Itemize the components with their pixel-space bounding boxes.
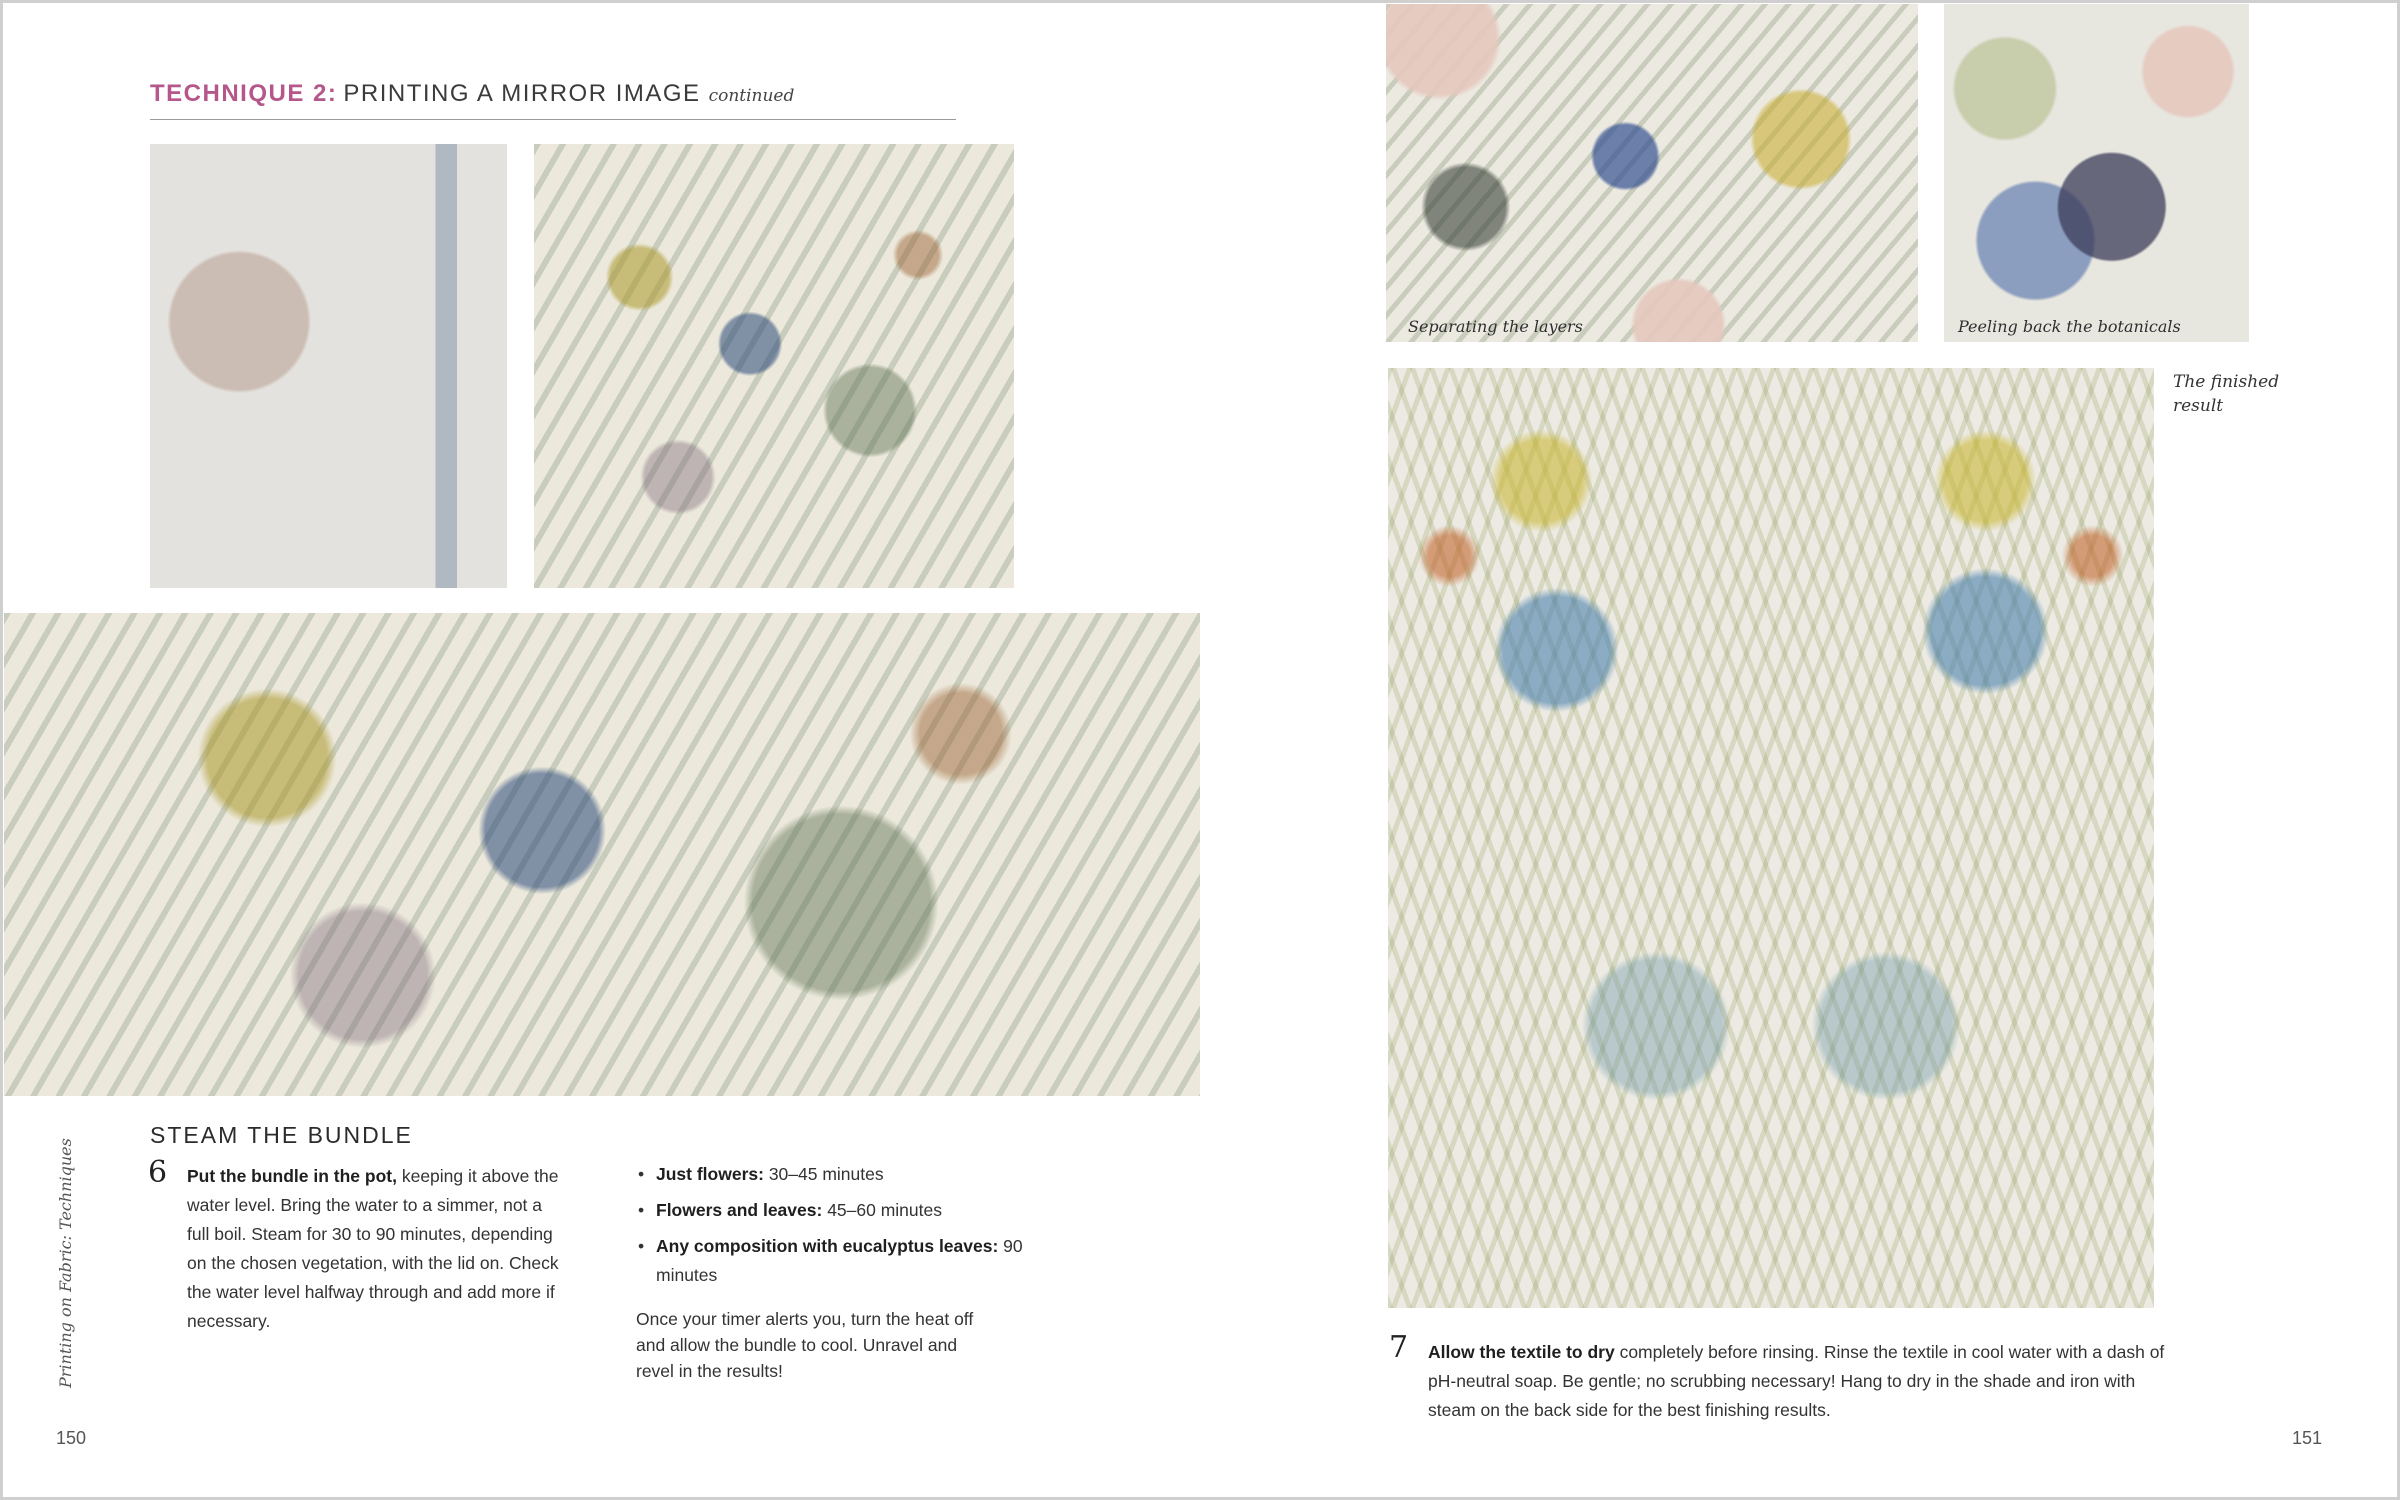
page-header <box>150 80 956 120</box>
photo-peeling-botanicals <box>1944 4 2249 342</box>
photo-wide-printed-fabric <box>4 613 1200 1096</box>
photo-unrolled-bundle <box>150 144 507 588</box>
step-6-body: keeping it above the water level. Bring the water to a simmer, not a full boil. Steam for 30 to 90 minutes, depending on the chosen vegetation, with the lid on. Check the water level halfway through and add more if necessary. <box>187 1166 559 1331</box>
bullet-text: 90 minutes <box>656 1236 1023 1285</box>
bullet-text: 45–60 minutes <box>822 1200 942 1220</box>
timer-paragraph: Once your timer alerts you, turn the heat off and allow the bundle to cool. Unravel and revel in the results! <box>636 1309 974 1381</box>
bullet-lead: Just flowers: <box>656 1164 764 1184</box>
running-head: Printing on Fabric: Techniques <box>56 1138 75 1388</box>
step-6-lead: Put the bundle in the pot, <box>187 1166 397 1186</box>
list-item <box>636 1160 1026 1189</box>
photo-finished-result <box>1388 368 2154 1308</box>
bullet-lead: Any composition with eucalyptus leaves: <box>656 1236 999 1256</box>
page-number-left: 150 <box>56 1428 87 1448</box>
caption-finished-result: The finished result <box>2173 372 2280 416</box>
step-7-text <box>1428 1338 2168 1425</box>
technique-title: PRINTING A MIRROR IMAGE <box>343 80 701 107</box>
caption-separating-layers: Separating the layers <box>1408 317 1583 336</box>
section-heading-steam: STEAM THE BUNDLE <box>150 1122 413 1148</box>
list-item <box>636 1232 1026 1290</box>
photo-printed-fabric-on-roll <box>534 144 1014 588</box>
page-number-right: 151 <box>2292 1428 2323 1448</box>
photo-separating-layers <box>1386 4 1918 342</box>
steaming-times-list <box>636 1160 1026 1297</box>
list-item <box>636 1196 1026 1225</box>
continued-note: continued <box>708 86 795 106</box>
step-7-body: completely before rinsing. Rinse the textile in cool water with a dash of pH-neutral soap. Be gentle; no scrubbing necessary! Hang to dry in the shade and iron with steam on the back side for the best finishing results. <box>1428 1342 2165 1420</box>
bullet-lead: Flowers and leaves: <box>656 1200 823 1220</box>
step-6-text <box>187 1162 562 1336</box>
step-number-7: 7 <box>1389 1330 1409 1365</box>
step-number-6: 6 <box>148 1155 168 1190</box>
caption-peeling-botanicals: Peeling back the botanicals <box>1958 317 2181 336</box>
step-7-lead: Allow the textile to dry <box>1428 1342 1615 1362</box>
bullet-text: 30–45 minutes <box>763 1164 884 1184</box>
technique-label: TECHNIQUE 2: <box>150 80 338 107</box>
